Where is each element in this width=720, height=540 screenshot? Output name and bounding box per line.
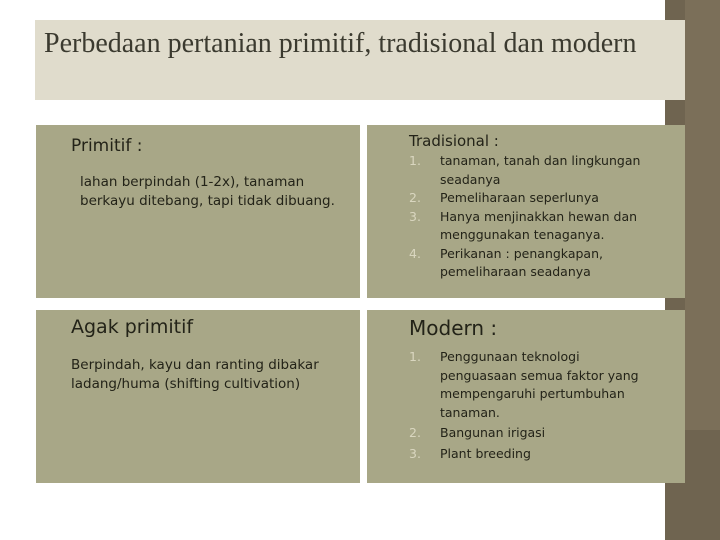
- modern-list: [409, 348, 639, 463]
- primitif-heading: Primitif :: [71, 136, 143, 156]
- tradisional-heading: Tradisional :: [409, 132, 499, 150]
- cell-primitif: [36, 125, 360, 298]
- list-item: 1. Penggunaan teknologi penguasaan semua faktor yang mempengaruhi pertumbuhan tanaman.: [409, 349, 639, 420]
- side-decor-bar-inner: [685, 0, 720, 430]
- cell-agak-primitif: [36, 310, 360, 483]
- cell-tradisional: [367, 125, 685, 298]
- cell-modern: [367, 310, 685, 483]
- list-item: 2. Bangunan irigasi: [409, 425, 546, 440]
- agak-primitif-heading: Agak primitif: [71, 316, 194, 338]
- list-item: 3. Plant breeding: [409, 445, 531, 461]
- list-item: 3. Hanya menjinakkan hewan dan menggunakan tenaganya.: [409, 208, 638, 242]
- list-item: 4. Perikanan : penangkapan, pemeliharaan seadanya: [409, 245, 603, 279]
- primitif-text: lahan berpindah (1-2x), tanaman berkayu ditebang, tapi tidak dibuang.: [80, 174, 335, 209]
- list-item: 2. Pemeliharaan seperlunya: [409, 190, 599, 205]
- list-item: 1. tanaman, tanah dan lingkungan seadanya: [409, 153, 641, 187]
- slide-title: Perbedaan pertanian primitif, tradisional dan modern: [44, 28, 637, 59]
- tradisional-list: [409, 152, 659, 282]
- modern-heading: Modern :: [409, 316, 498, 340]
- agak-primitif-text: Berpindah, kayu dan ranting dibakar ladang/huma (shifting cultivation): [71, 357, 319, 392]
